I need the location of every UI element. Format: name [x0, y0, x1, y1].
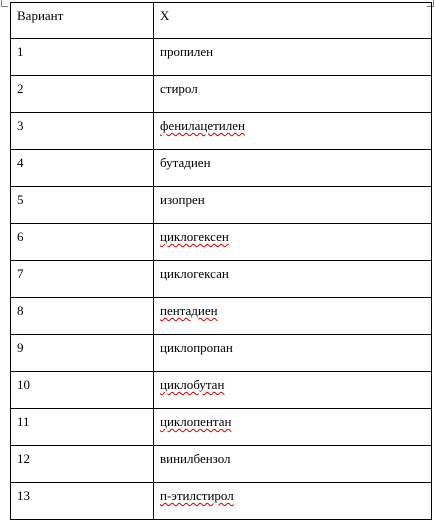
table-row	[11, 446, 432, 483]
table-row	[11, 335, 432, 372]
header-cell-x[interactable]: X	[154, 3, 432, 39]
compound-cell[interactable]	[154, 372, 432, 409]
compound-cell[interactable]	[154, 187, 432, 224]
table-row	[11, 409, 432, 446]
compound-text: изопрен	[160, 192, 205, 207]
table-row	[11, 39, 432, 76]
variant-cell[interactable]: 11	[11, 409, 154, 446]
compound-cell[interactable]	[154, 39, 432, 76]
compound-cell[interactable]	[154, 150, 432, 187]
compound-cell[interactable]	[154, 113, 432, 150]
compound-text: винилбензол	[160, 451, 231, 466]
variants-table	[10, 2, 432, 520]
table-row	[11, 372, 432, 409]
compound-cell[interactable]	[154, 335, 432, 372]
compound-text-spellcheck-flagged: циклогексен	[160, 229, 229, 244]
variant-cell[interactable]: 10	[11, 372, 154, 409]
variant-cell[interactable]: 7	[11, 261, 154, 298]
page-corner-mark-left	[1, 0, 8, 7]
compound-text-spellcheck-flagged: п-этилстирол	[160, 488, 234, 503]
table-row	[11, 298, 432, 335]
compound-text-spellcheck-flagged: циклобутан	[160, 377, 225, 392]
variant-cell[interactable]: 1	[11, 39, 154, 76]
table-row	[11, 187, 432, 224]
table-row	[11, 113, 432, 150]
table-row	[11, 224, 432, 261]
compound-cell[interactable]	[154, 446, 432, 483]
compound-cell[interactable]	[154, 298, 432, 335]
compound-cell[interactable]	[154, 261, 432, 298]
table-row	[11, 150, 432, 187]
compound-cell[interactable]	[154, 76, 432, 113]
compound-text: пропилен	[160, 44, 214, 59]
compound-cell[interactable]	[154, 483, 432, 520]
variant-cell[interactable]: 3	[11, 113, 154, 150]
variant-cell[interactable]: 13	[11, 483, 154, 520]
compound-text: циклопропан	[160, 340, 233, 355]
compound-text-spellcheck-flagged: фенилацетилен	[160, 118, 245, 133]
variant-cell[interactable]: 12	[11, 446, 154, 483]
compound-text-spellcheck-flagged: циклопентан	[160, 414, 232, 429]
table-row	[11, 261, 432, 298]
variant-cell[interactable]: 9	[11, 335, 154, 372]
variant-cell[interactable]: 8	[11, 298, 154, 335]
header-cell-variant[interactable]: Вариант	[11, 3, 154, 39]
table-row	[11, 483, 432, 520]
table-header-row	[11, 3, 432, 39]
compound-cell[interactable]	[154, 409, 432, 446]
variant-cell[interactable]: 4	[11, 150, 154, 187]
variant-cell[interactable]: 6	[11, 224, 154, 261]
variant-cell[interactable]: 5	[11, 187, 154, 224]
compound-text: стирол	[160, 81, 198, 96]
compound-text: бутадиен	[160, 155, 211, 170]
compound-cell[interactable]	[154, 224, 432, 261]
compound-text: циклогексан	[160, 266, 229, 281]
table-row	[11, 76, 432, 113]
variant-cell[interactable]: 2	[11, 76, 154, 113]
compound-text-spellcheck-flagged: пентадиен	[160, 303, 218, 318]
